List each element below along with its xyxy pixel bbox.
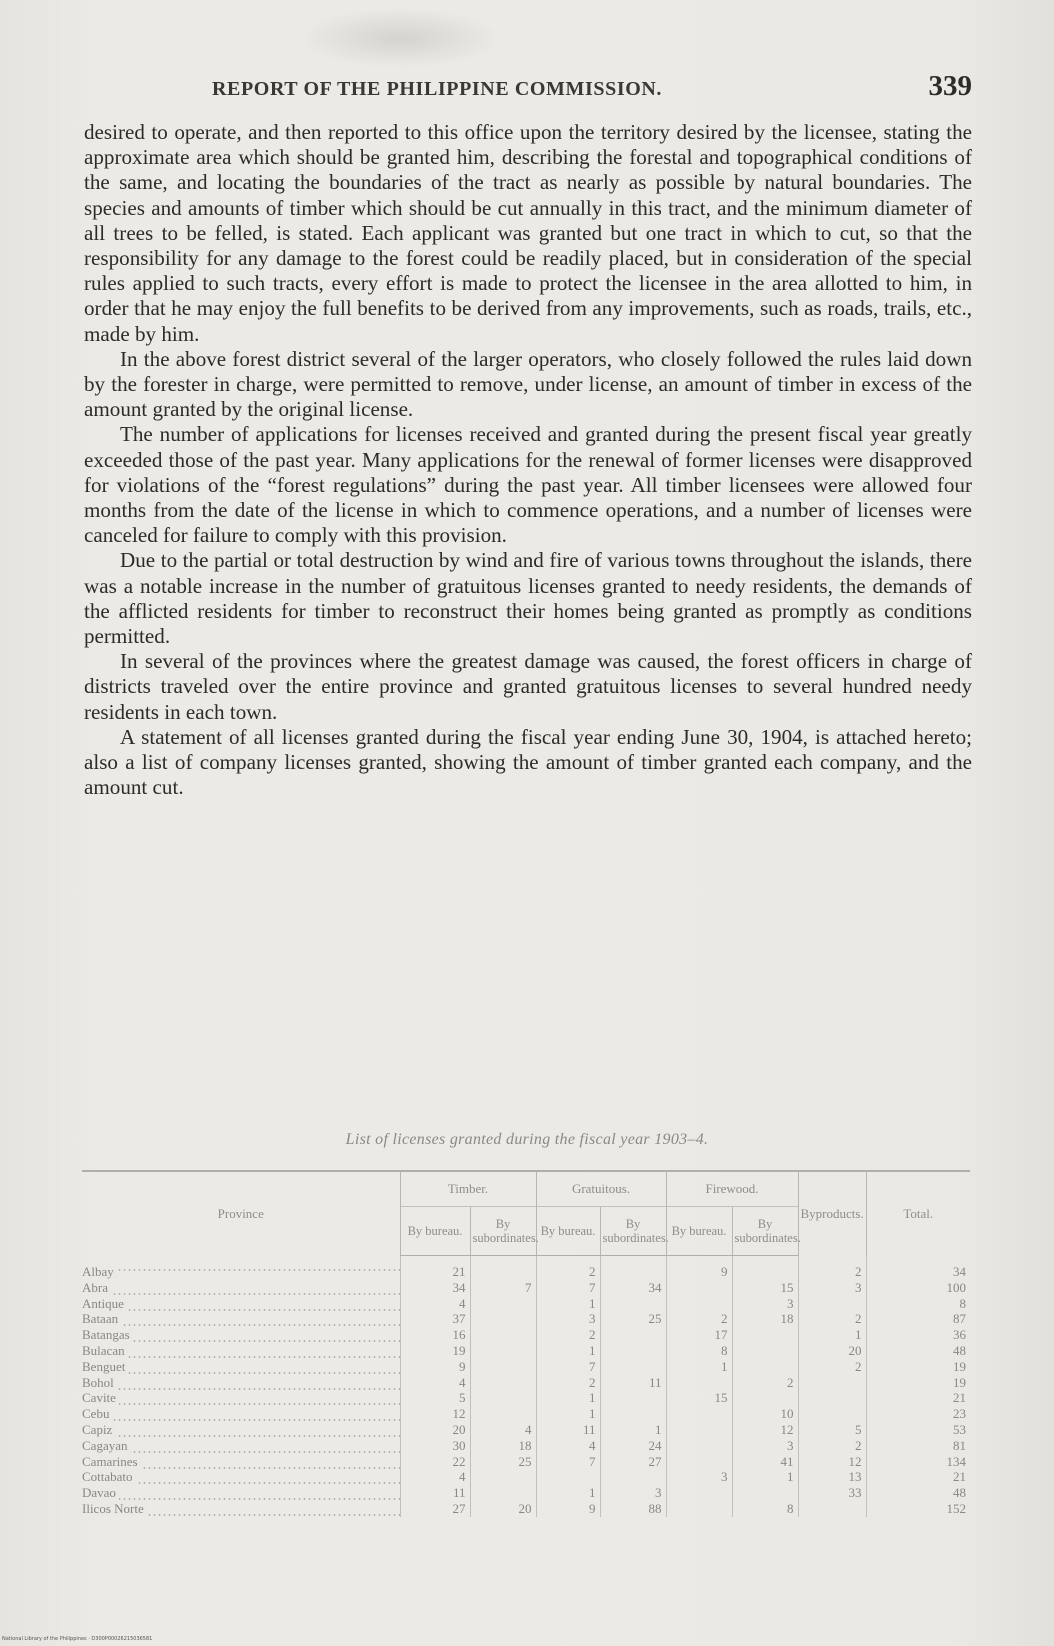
province-label: Cagayan: [82, 1438, 130, 1453]
cell-gratuitous-by-subordinates: [600, 1256, 666, 1280]
cell-timber-by-subordinates: [470, 1406, 536, 1422]
cell-gratuitous-by-bureau: 9: [536, 1501, 600, 1517]
province-label: Antique: [82, 1296, 127, 1311]
paragraph: The number of applications for licenses received and granted during the present fiscal year greatly exceeded those of the past year. Many applications for the renewal of former licenses were disapproved for violations of the “forest regulations” during the past year. All timber licensees were allowed four months from the date of the license in which to commence operations, and a number of licenses were canceled for failure to comply with this provision.: [84, 422, 972, 548]
cell-province: [82, 1438, 400, 1454]
cell-timber-by-bureau: 21: [400, 1256, 470, 1280]
header-gratuitous-by-bureau: By bureau.: [536, 1207, 600, 1256]
cell-timber-by-subordinates: [470, 1296, 536, 1312]
cell-province: [82, 1390, 400, 1406]
cell-firewood-by-subordinates: [732, 1485, 798, 1501]
licenses-table: [82, 1170, 970, 1517]
header-timber-by-subordinates: By subordinates.: [470, 1207, 536, 1256]
header-gratuitous: Gratuitous.: [536, 1171, 666, 1207]
table-body: [82, 1256, 970, 1517]
province-label: Camarines: [82, 1454, 141, 1469]
header-firewood: Firewood.: [666, 1171, 798, 1207]
table-row: [82, 1256, 970, 1280]
province-label: Abra: [82, 1280, 111, 1295]
cell-total: 48: [866, 1343, 970, 1359]
table-row: [82, 1454, 970, 1470]
cell-timber-by-bureau: 4: [400, 1296, 470, 1312]
table-row: [82, 1311, 970, 1327]
cell-gratuitous-by-bureau: 3: [536, 1311, 600, 1327]
table-row: [82, 1296, 970, 1312]
table-row: [82, 1501, 970, 1517]
cell-byproducts: 2: [798, 1438, 866, 1454]
cell-firewood-by-bureau: [666, 1375, 732, 1391]
province-label: Capiz: [82, 1422, 115, 1437]
cell-timber-by-subordinates: 4: [470, 1422, 536, 1438]
cell-firewood-by-subordinates: [732, 1343, 798, 1359]
table-row: [82, 1375, 970, 1391]
province-label: Cebu: [82, 1406, 112, 1421]
table-row: [82, 1359, 970, 1375]
cell-firewood-by-bureau: 9: [666, 1256, 732, 1280]
table-row: [82, 1390, 970, 1406]
paragraph: desired to operate, and then reported to this office upon the territory desired by the licensee, stating the approximate area which should be granted him, describing the forestal and topographical conditions of the same, and locating the boundaries of the tract as nearly as possible by natural boundaries. The species and amounts of timber which should be cut annually in this tract, and the minimum diameter of all trees to be felled, is stated. Each applicant was granted but one tract in which to cut, so that the responsibility for any damage to the forest could be readily placed, but in consideration of the special rules applied to such tracts, every effort is made to protect the licensee in the area allotted to him, in order that he may enjoy the full benefits to be derived from any improvements, such as roads, trails, etc., made by him.: [84, 120, 972, 346]
paragraph: Due to the partial or total destruction by wind and fire of various towns throughout the islands, there was a notable increase in the number of gratuitous licenses granted to needy residents, the demands of the afflicted residents for timber to reconstruct their homes being granted as promptly as conditions permitted.: [84, 548, 972, 649]
cell-byproducts: 1: [798, 1327, 866, 1343]
cell-timber-by-subordinates: [470, 1343, 536, 1359]
cell-total: 19: [866, 1375, 970, 1391]
cell-byproducts: 3: [798, 1280, 866, 1296]
cell-total: 21: [866, 1390, 970, 1406]
cell-total: 34: [866, 1256, 970, 1280]
cell-byproducts: 33: [798, 1485, 866, 1501]
cell-total: 100: [866, 1280, 970, 1296]
running-title: REPORT OF THE PHILIPPINE COMMISSION.: [212, 78, 663, 100]
header-firewood-by-bureau: By bureau.: [666, 1207, 732, 1256]
cell-total: 8: [866, 1296, 970, 1312]
cell-timber-by-subordinates: 25: [470, 1454, 536, 1470]
cell-byproducts: 13: [798, 1469, 866, 1485]
cell-firewood-by-bureau: [666, 1422, 732, 1438]
body-text: [84, 120, 972, 800]
cell-timber-by-subordinates: [470, 1375, 536, 1391]
cell-firewood-by-subordinates: [732, 1256, 798, 1280]
header-gratuitous-by-subordinates: By subordinates.: [600, 1207, 666, 1256]
cell-firewood-by-bureau: 8: [666, 1343, 732, 1359]
header-province: Province: [82, 1171, 400, 1256]
cell-byproducts: [798, 1390, 866, 1406]
cell-total: 48: [866, 1485, 970, 1501]
page-number: 339: [928, 70, 972, 102]
cell-gratuitous-by-subordinates: [600, 1343, 666, 1359]
cell-gratuitous-by-bureau: 7: [536, 1280, 600, 1296]
cell-firewood-by-bureau: 17: [666, 1327, 732, 1343]
cell-firewood-by-bureau: [666, 1454, 732, 1470]
cell-total: 53: [866, 1422, 970, 1438]
cell-firewood-by-bureau: [666, 1406, 732, 1422]
cell-timber-by-bureau: 19: [400, 1343, 470, 1359]
cell-byproducts: 2: [798, 1256, 866, 1280]
cell-firewood-by-bureau: [666, 1296, 732, 1312]
cell-gratuitous-by-subordinates: 24: [600, 1438, 666, 1454]
cell-gratuitous-by-subordinates: [600, 1327, 666, 1343]
province-label: Albay: [82, 1264, 117, 1279]
cell-firewood-by-subordinates: [732, 1359, 798, 1375]
province-label: Bulacan: [82, 1343, 128, 1358]
cell-gratuitous-by-subordinates: [600, 1296, 666, 1312]
cell-timber-by-subordinates: 18: [470, 1438, 536, 1454]
cell-province: [82, 1343, 400, 1359]
cell-firewood-by-bureau: 15: [666, 1390, 732, 1406]
cell-timber-by-bureau: 30: [400, 1438, 470, 1454]
cell-firewood-by-bureau: [666, 1485, 732, 1501]
cell-timber-by-bureau: 5: [400, 1390, 470, 1406]
cell-firewood-by-bureau: 1: [666, 1359, 732, 1375]
scan-smudge: [300, 8, 500, 68]
cell-gratuitous-by-subordinates: 88: [600, 1501, 666, 1517]
cell-total: 87: [866, 1311, 970, 1327]
cell-gratuitous-by-bureau: 7: [536, 1359, 600, 1375]
cell-firewood-by-subordinates: 3: [732, 1296, 798, 1312]
cell-timber-by-bureau: 9: [400, 1359, 470, 1375]
cell-province: [82, 1311, 400, 1327]
cell-timber-by-subordinates: [470, 1359, 536, 1375]
cell-timber-by-subordinates: [470, 1469, 536, 1485]
paragraph: A statement of all licenses granted during the fiscal year ending June 30, 1904, is attached hereto; also a list of company licenses granted, showing the amount of timber granted each company, and the amount cut.: [84, 724, 972, 800]
cell-firewood-by-subordinates: [732, 1327, 798, 1343]
cell-timber-by-bureau: 12: [400, 1406, 470, 1422]
cell-byproducts: 5: [798, 1422, 866, 1438]
cell-timber-by-bureau: 37: [400, 1311, 470, 1327]
province-label: Cottabato: [82, 1469, 136, 1484]
province-label: Bataan: [82, 1311, 121, 1326]
cell-timber-by-subordinates: [470, 1327, 536, 1343]
table-row: [82, 1485, 970, 1501]
cell-firewood-by-bureau: 3: [666, 1469, 732, 1485]
cell-total: 21: [866, 1469, 970, 1485]
footer-note: National Library of the Philippines · D300P00026215036581: [2, 1636, 153, 1642]
cell-gratuitous-by-subordinates: [600, 1359, 666, 1375]
cell-total: 134: [866, 1454, 970, 1470]
cell-timber-by-subordinates: 20: [470, 1501, 536, 1517]
cell-total: 81: [866, 1438, 970, 1454]
cell-gratuitous-by-subordinates: [600, 1406, 666, 1422]
cell-timber-by-bureau: 16: [400, 1327, 470, 1343]
cell-province: [82, 1375, 400, 1391]
cell-gratuitous-by-bureau: 1: [536, 1296, 600, 1312]
table-row: [82, 1343, 970, 1359]
cell-gratuitous-by-bureau: 1: [536, 1343, 600, 1359]
province-label: Cavite: [82, 1390, 119, 1405]
cell-timber-by-subordinates: [470, 1256, 536, 1280]
header-byproducts: Byproducts.: [798, 1171, 866, 1256]
paragraph: In several of the provinces where the greatest damage was caused, the forest officers in charge of districts traveled over the entire province and granted gratuitous licenses to several hundred needy residents in each town.: [84, 649, 972, 724]
cell-timber-by-bureau: 4: [400, 1469, 470, 1485]
cell-province: [82, 1485, 400, 1501]
cell-timber-by-bureau: 34: [400, 1280, 470, 1296]
cell-timber-by-subordinates: 7: [470, 1280, 536, 1296]
cell-gratuitous-by-subordinates: 27: [600, 1454, 666, 1470]
cell-timber-by-subordinates: [470, 1485, 536, 1501]
cell-timber-by-bureau: 27: [400, 1501, 470, 1517]
province-label: Ilicos Norte: [82, 1501, 147, 1516]
cell-province: [82, 1280, 400, 1296]
cell-gratuitous-by-subordinates: 34: [600, 1280, 666, 1296]
cell-gratuitous-by-bureau: 2: [536, 1256, 600, 1280]
cell-province: [82, 1422, 400, 1438]
cell-province: [82, 1327, 400, 1343]
table-row: [82, 1280, 970, 1296]
table-row: [82, 1406, 970, 1422]
cell-gratuitous-by-subordinates: 11: [600, 1375, 666, 1391]
province-label: Bohol: [82, 1375, 117, 1390]
cell-timber-by-subordinates: [470, 1390, 536, 1406]
cell-byproducts: [798, 1375, 866, 1391]
cell-firewood-by-subordinates: 2: [732, 1375, 798, 1391]
cell-total: 36: [866, 1327, 970, 1343]
cell-byproducts: [798, 1406, 866, 1422]
cell-gratuitous-by-bureau: 1: [536, 1390, 600, 1406]
cell-province: [82, 1256, 400, 1280]
cell-firewood-by-bureau: [666, 1280, 732, 1296]
cell-firewood-by-subordinates: 10: [732, 1406, 798, 1422]
cell-firewood-by-subordinates: [732, 1390, 798, 1406]
cell-timber-by-bureau: 22: [400, 1454, 470, 1470]
cell-firewood-by-bureau: 2: [666, 1311, 732, 1327]
cell-province: [82, 1296, 400, 1312]
table-caption: List of licenses granted during the fiscal year 1903–4.: [345, 1131, 709, 1148]
header-timber: Timber.: [400, 1171, 536, 1207]
cell-firewood-by-subordinates: 1: [732, 1469, 798, 1485]
cell-gratuitous-by-bureau: 2: [536, 1327, 600, 1343]
cell-firewood-by-subordinates: 8: [732, 1501, 798, 1517]
cell-timber-by-subordinates: [470, 1311, 536, 1327]
province-label: Batangas: [82, 1327, 133, 1342]
cell-firewood-by-subordinates: 18: [732, 1311, 798, 1327]
cell-gratuitous-by-subordinates: [600, 1469, 666, 1485]
cell-gratuitous-by-subordinates: 3: [600, 1485, 666, 1501]
cell-total: 152: [866, 1501, 970, 1517]
header-total: Total.: [866, 1171, 970, 1256]
cell-byproducts: 2: [798, 1311, 866, 1327]
table-row: [82, 1469, 970, 1485]
cell-byproducts: 2: [798, 1359, 866, 1375]
cell-gratuitous-by-bureau: 1: [536, 1406, 600, 1422]
cell-byproducts: [798, 1501, 866, 1517]
header-timber-by-bureau: By bureau.: [400, 1207, 470, 1256]
paragraph: In the above forest district several of the larger operators, who closely followed the rules laid down by the forester in charge, were permitted to remove, under license, an amount of timber in excess of the amount granted by the original license.: [84, 346, 972, 422]
cell-gratuitous-by-bureau: 1: [536, 1485, 600, 1501]
cell-firewood-by-subordinates: 3: [732, 1438, 798, 1454]
cell-gratuitous-by-bureau: 7: [536, 1454, 600, 1470]
cell-byproducts: 20: [798, 1343, 866, 1359]
cell-total: 19: [866, 1359, 970, 1375]
table-row: [82, 1327, 970, 1343]
cell-firewood-by-subordinates: 41: [732, 1454, 798, 1470]
table-row: [82, 1438, 970, 1454]
cell-gratuitous-by-bureau: 4: [536, 1438, 600, 1454]
cell-province: [82, 1501, 400, 1517]
cell-gratuitous-by-bureau: [536, 1469, 600, 1485]
province-label: Davao: [82, 1485, 119, 1500]
cell-timber-by-bureau: 20: [400, 1422, 470, 1438]
cell-province: [82, 1406, 400, 1422]
cell-byproducts: [798, 1296, 866, 1312]
table-row: [82, 1422, 970, 1438]
cell-gratuitous-by-subordinates: 25: [600, 1311, 666, 1327]
cell-province: [82, 1359, 400, 1375]
cell-timber-by-bureau: 11: [400, 1485, 470, 1501]
cell-gratuitous-by-subordinates: 1: [600, 1422, 666, 1438]
cell-gratuitous-by-bureau: 2: [536, 1375, 600, 1391]
page-header: [84, 70, 972, 108]
cell-firewood-by-subordinates: 15: [732, 1280, 798, 1296]
cell-timber-by-bureau: 4: [400, 1375, 470, 1391]
cell-firewood-by-bureau: [666, 1501, 732, 1517]
cell-province: [82, 1469, 400, 1485]
cell-total: 23: [866, 1406, 970, 1422]
cell-byproducts: 12: [798, 1454, 866, 1470]
cell-province: [82, 1454, 400, 1470]
cell-firewood-by-bureau: [666, 1438, 732, 1454]
cell-gratuitous-by-bureau: 11: [536, 1422, 600, 1438]
province-label: Benguet: [82, 1359, 128, 1374]
header-firewood-by-subordinates: By subordinates.: [732, 1207, 798, 1256]
cell-gratuitous-by-subordinates: [600, 1390, 666, 1406]
cell-firewood-by-subordinates: 12: [732, 1422, 798, 1438]
